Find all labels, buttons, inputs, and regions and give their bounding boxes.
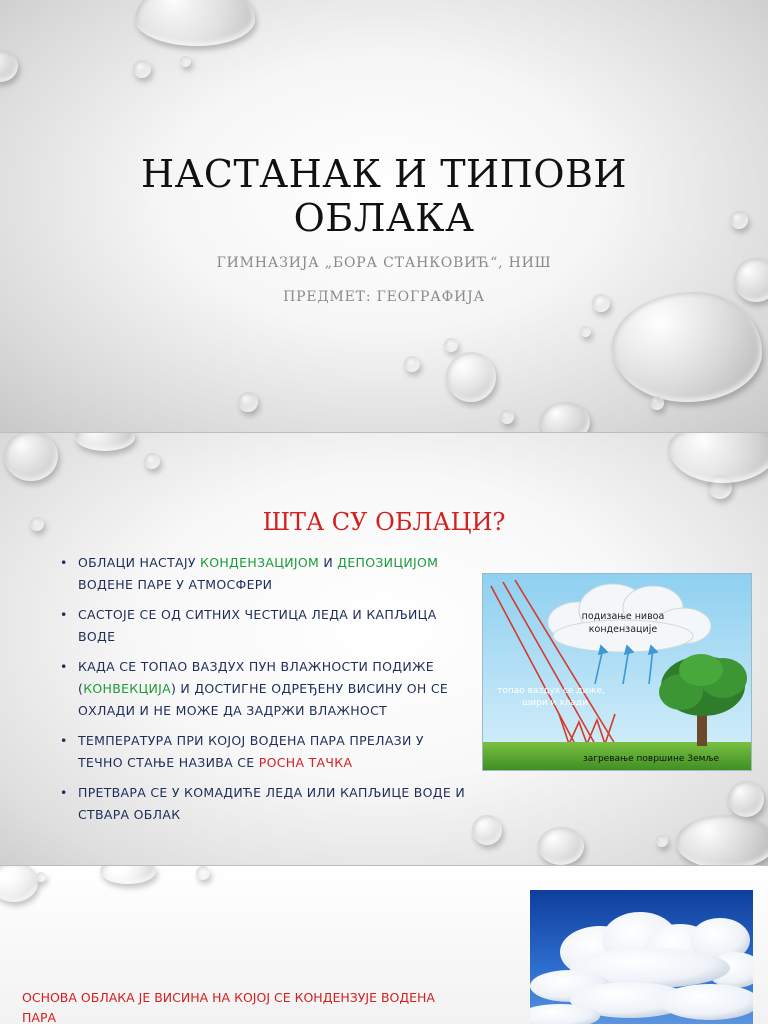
slide-heading: ШТА СУ ОБЛАЦИ? [262,508,506,536]
water-drop-decoration [404,356,420,372]
water-drop-decoration [4,433,58,481]
water-drop-decoration [75,433,135,451]
water-drop-decoration [0,50,18,82]
water-drop-decoration [238,392,258,412]
bullet-text: САСТОЈЕ СЕ ОД СИТНИХ ЧЕСТИЦА ЛЕДА И КАПЉИЦА ВОДЕ [78,607,437,644]
cloud-formation-diagram [482,573,752,771]
term-highlight: РОСНА ТАЧКА [258,755,353,770]
water-drop-decoration [728,781,764,817]
cloud-photo [530,890,753,1024]
list-item [60,604,468,648]
water-drop-decoration [36,872,46,882]
bullet-text: ТЕМПЕРАТУРА ПРИ КОЈОЈ ВОДЕНА ПАРА ПРЕЛАЗИ У ТЕЧНО СТАЊЕ НАЗИВА СЕ [78,733,424,770]
water-drop-decoration [540,402,590,432]
water-drop-decoration [444,338,458,352]
water-drop-decoration [30,517,44,531]
cloud-base-line-2: ПАРА [22,1010,57,1025]
bullet-text: КАДА СЕ ТОПАО ВАЗДУХ ПУН ВЛАЖНОСТИ ПОДИЖЕ ( [78,659,434,696]
water-drop-decoration [612,292,762,402]
diagram-label: топао ваздух се диже, [497,686,605,696]
water-drop-decoration [650,396,664,410]
water-drop-decoration [472,815,502,845]
water-drop-decoration [538,827,584,865]
cloud-base-text [22,988,532,1028]
list-item [60,782,468,826]
bullet-text: ) И ДОСТИГНЕ ОДРЕЂЕНУ ВИСИНУ ОН СЕ ОХЛАДИ И НЕ МОЖЕ ДА ЗАДРЖИ ВЛАЖНОСТ [78,681,449,718]
subject-subtitle: ПРЕДМЕТ: ГЕОГРАФИЈА [283,289,485,305]
presentation-title [100,152,668,240]
bullet-text: ПРЕТВАРА СЕ У КОМАДИЋЕ ЛЕДА ИЛИ КАПЉИЦЕ ВОДЕ И СТВАРА ОБЛАК [78,785,465,822]
water-drop-decoration [133,60,151,78]
cumulus-clouds-image [530,890,753,1024]
title-line-1: НАСТАНАК И ТИПОВИ [140,152,628,196]
water-drop-decoration [196,866,210,880]
water-drop-decoration [446,352,496,402]
list-item [60,552,468,596]
water-drop-decoration [135,0,255,46]
water-drop-decoration [144,453,160,469]
term-highlight: КОНДЕНЗАЦИЈОМ [200,555,320,570]
water-drop-decoration [734,258,768,302]
bullet-text: И [319,555,338,570]
bullet-text: ОБЛАЦИ НАСТАЈУ [78,555,201,570]
term-highlight: КОНВЕКЦИЈА [83,681,171,696]
list-item [60,656,468,722]
water-drop-decoration [676,815,768,865]
bullet-text: ВОДЕНЕ ПАРЕ У АТМОСФЕРИ [78,577,273,592]
title-line-2: ОБЛАКА [293,196,475,240]
water-drop-decoration [580,326,591,337]
water-drop-decoration [656,835,668,847]
water-drop-decoration [730,211,748,229]
water-drop-decoration [100,866,156,884]
water-drop-decoration [668,433,768,483]
diagram-label: загревање површине Земље [582,754,720,764]
diagram-illustration [483,574,751,770]
diagram-label: кондензације [588,624,658,635]
bullet-list [60,552,468,834]
water-drop-decoration [180,56,191,67]
water-drop-decoration [0,866,38,902]
water-drop-decoration [500,410,514,424]
cloud-base-line-1: ОСНОВА ОБЛАКА ЈЕ ВИСИНА НА КОЈОЈ СЕ КОНДЕНЗУЈЕ ВОДЕНА [22,990,435,1005]
term-highlight: ДЕПОЗИЦИЈОМ [337,555,439,570]
school-subtitle: ГИМНАЗИЈА „БОРА СТАНКОВИЋ“, НИШ [216,255,552,271]
diagram-label: шири и хлади [522,698,588,708]
diagram-label: подизање нивоа [581,611,665,622]
list-item [60,730,468,774]
